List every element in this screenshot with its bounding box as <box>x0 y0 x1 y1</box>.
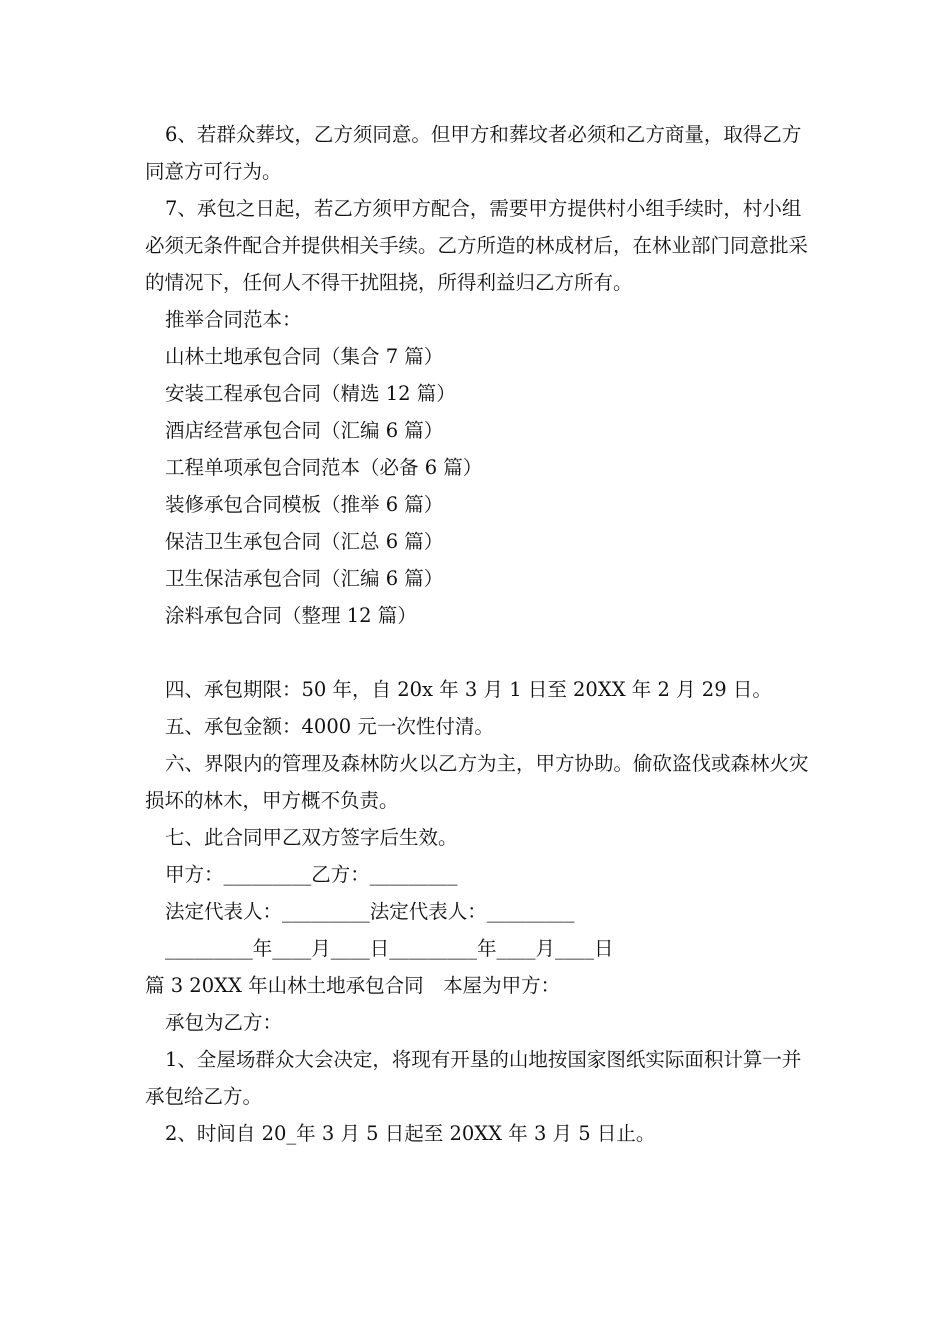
paragraph-item-7: 7、承包之日起，若乙方须甲方配合，需要甲方提供村小组手续时，村小组必须无条件配合并提供相关手续。乙方所造的林成材后，在林业部门同意批采的情况下，任何人不得干扰阻挠，所得利益归乙方所有。 <box>145 197 809 294</box>
recommend-heading: 推举合同范本： <box>165 308 302 331</box>
recommend-link[interactable]: 保洁卫生承包合同（汇总 6 篇） <box>165 530 444 553</box>
section-item-2: 2、时间自 20_年 3 月 5 日起至 20XX 年 3 月 5 日止。 <box>165 1122 656 1145</box>
paragraph-item-6: 6、若群众葬坟，乙方须同意。但甲方和葬坟者必须和乙方商量，取得乙方同意方可行为。 <box>145 123 802 183</box>
clause-term: 四、承包期限：50 年，自 20x 年 3 月 1 日至 20XX 年 2 月 29 日。 <box>165 678 772 701</box>
contractor-line: 承包为乙方： <box>165 1011 283 1034</box>
recommend-link[interactable]: 涂料承包合同（整理 12 篇） <box>165 604 417 627</box>
recommend-link[interactable]: 卫生保洁承包合同（汇编 6 篇） <box>165 567 444 590</box>
recommend-link[interactable]: 工程单项承包合同范本（必备 6 篇） <box>165 456 483 479</box>
signature-parties: 甲方：_________乙方：_________ <box>165 863 458 886</box>
recommend-link[interactable]: 安装工程承包合同（精选 12 篇） <box>165 382 456 405</box>
recommend-link[interactable]: 酒店经营承包合同（汇编 6 篇） <box>165 419 444 442</box>
clause-effective: 七、此合同甲乙双方签字后生效。 <box>165 826 458 849</box>
recommend-link[interactable]: 装修承包合同模板（推举 6 篇） <box>165 493 444 516</box>
signature-representatives: 法定代表人：_________法定代表人：_________ <box>165 900 575 923</box>
document-body <box>145 116 815 1152</box>
section-item-1: 1、全屋场群众大会决定，将现有开垦的山地按国家图纸实际面积计算一并承包给乙方。 <box>145 1048 802 1108</box>
clause-amount: 五、承包金额：4000 元一次性付清。 <box>165 715 494 738</box>
blank-line <box>145 634 815 671</box>
clause-management: 六、界限内的管理及森林防火以乙方为主，甲方协助。偷砍盗伐或森林火灾损坏的林木，甲方概不负责。 <box>145 752 809 812</box>
signature-dates: _________年____月____日_________年____月____日 <box>165 937 614 960</box>
section-title: 篇 3 20XX 年山林土地承包合同 本屋为甲方： <box>145 974 561 997</box>
recommend-list <box>145 338 815 634</box>
recommend-link[interactable]: 山林土地承包合同（集合 7 篇） <box>165 345 444 368</box>
